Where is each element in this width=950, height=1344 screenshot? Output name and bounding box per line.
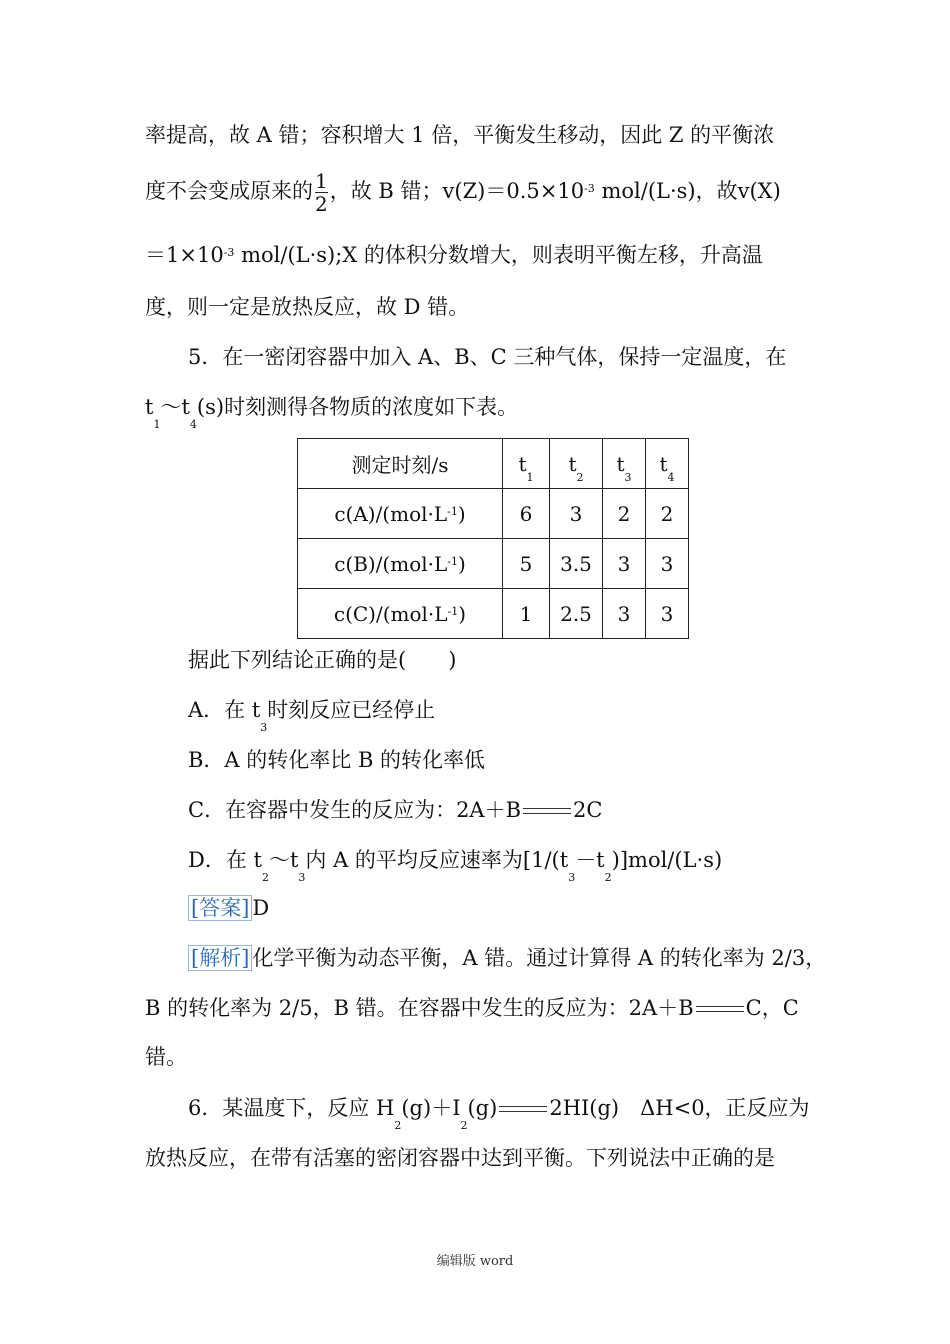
table-cell: 3 (603, 589, 646, 639)
text-line: 度，则一定是放热反应，故 D 错。 (145, 295, 470, 319)
table-cell: 5 (503, 539, 550, 589)
text-line: 错。 (145, 1045, 187, 1069)
text-line: 放热反应，在带有活塞的密闭容器中达到平衡。下列说法中正确的是 (145, 1146, 775, 1170)
analysis-line: [解析] 化学平衡为动态平衡，A 错。通过计算得 A 的转化率为 2/3， (188, 948, 826, 969)
concentration-table (297, 438, 689, 639)
answer-tag: [答案] (188, 895, 252, 921)
table-header-cell: 测定时刻/s (298, 439, 503, 489)
table-header-cell: $t_2$ (550, 439, 603, 489)
table-cell: 3 (646, 539, 689, 589)
option-b: B．A 的转化率比 B 的转化率低 (188, 748, 486, 772)
answer-value: D (252, 896, 270, 920)
table-cell: 3 (646, 589, 689, 639)
page-footer: 编辑版 word (436, 1254, 514, 1269)
text-line: 率提高，故 A 错；容积增大 1 倍，平衡发生移动，因此 Z 的平衡浓 (145, 123, 775, 147)
table-header-cell: $t_3$ (603, 439, 646, 489)
table-header-row (298, 439, 689, 489)
table-cell: 2 (603, 489, 646, 539)
text-line: B 的转化率为 2/5，B 错。在容器中发生的反应为：2A＋B C，C (145, 996, 799, 1020)
equilibrium-arrow-icon (694, 1003, 746, 1017)
table-cell: 3 (550, 489, 603, 539)
answer-line (188, 898, 269, 919)
table-cell: 3.5 (550, 539, 603, 589)
question-5-stem: 5．在一密闭容器中加入 A、B、C 三种气体，保持一定温度，在 (188, 345, 787, 369)
table-cell: $c(B)/(mol\cdot L^{-1})$ (298, 539, 503, 589)
table-cell: 2.5 (550, 589, 603, 639)
table-cell: 6 (503, 489, 550, 539)
fraction: $\frac{1}{2}$ (315, 169, 328, 216)
table-cell: 3 (603, 539, 646, 589)
equilibrium-arrow-icon (497, 1103, 549, 1117)
table-header-cell: $t_4$ (646, 439, 689, 489)
table-cell: 1 (503, 589, 550, 639)
option-c: C．在容器中发生的反应为：2A＋B 2C (188, 798, 603, 822)
analysis-tag: [解析] (188, 945, 252, 971)
table-row (298, 489, 689, 539)
text-line: 度不会变成原来的 $\frac{1}{2}$ ，故 B 错；$v(Z)=0.5\times 10^{-3}$ mol/(L·s)，故v(X) (145, 169, 781, 216)
question-prompt: 据此下列结论正确的是( ) (188, 648, 457, 672)
option-a: A．在 $t_3$时刻反应已经停止 (188, 698, 436, 734)
equilibrium-arrow-icon (521, 805, 573, 819)
text-line: $=1\times 10^{-3}$ mol/(L·s);X 的体积分数增大，则表明平衡左移，升高温 (145, 243, 763, 267)
table-row (298, 589, 689, 639)
question-6-stem: 6．某温度下，反应 $H_2(g)+I_2(g)$ 2HI(g) ΔH<0，正反应为 (188, 1096, 810, 1132)
table-cell: 2 (646, 489, 689, 539)
table-cell: $c(C)/(mol\cdot L^{-1})$ (298, 589, 503, 639)
option-d: D．在 $t_2\sim t_3$内 A 的平均反应速率为$[1/(t_3-t_2)]mol/(L\cdot s)$ (188, 848, 723, 884)
table-row (298, 539, 689, 589)
table-header-cell: $t_1$ (503, 439, 550, 489)
table-cell: $c(A)/(mol\cdot L^{-1})$ (298, 489, 503, 539)
text-line: $t_1\sim t_4(s)$时刻测得各物质的浓度如下表。 (145, 395, 519, 431)
